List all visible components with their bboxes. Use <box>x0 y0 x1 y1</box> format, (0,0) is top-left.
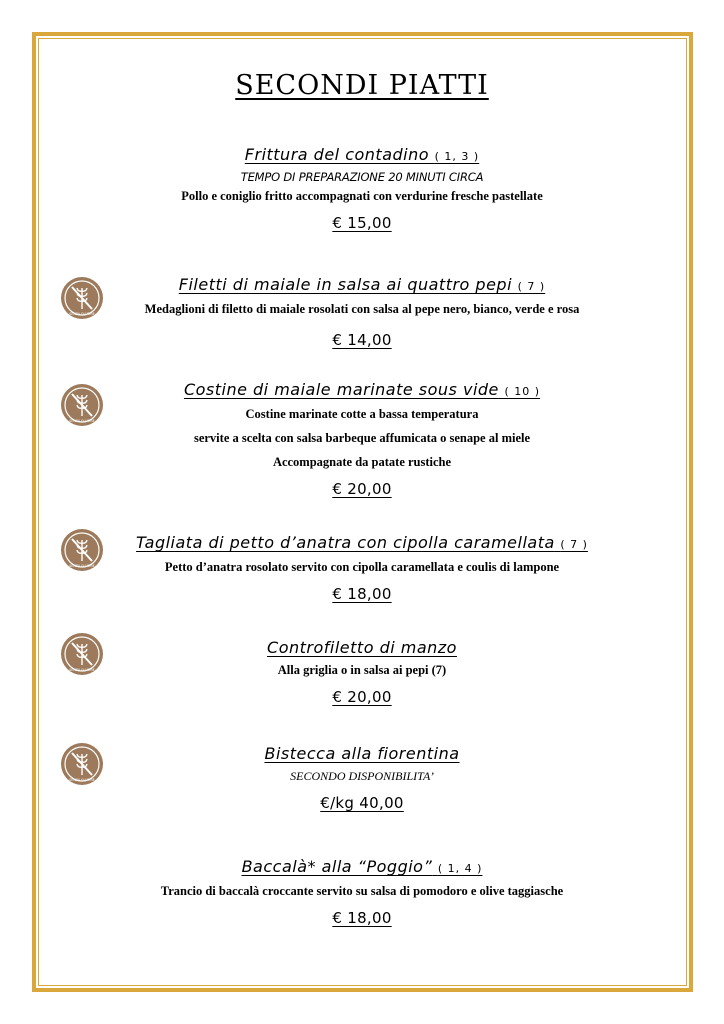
menu-item-tagliata <box>0 533 724 603</box>
dish-price: € 15,00 <box>332 214 392 232</box>
gluten-free-icon <box>60 276 104 320</box>
gluten-free-icon <box>60 742 104 786</box>
allergen-codes: ( 7 ) <box>560 538 588 551</box>
dish-price: € 18,00 <box>332 909 392 927</box>
dish-name <box>0 380 724 402</box>
prep-time: TEMPO DI PREPARAZIONE 20 MINUTI CIRCA <box>240 170 484 184</box>
dish-name <box>0 275 724 297</box>
menu-item-filetti <box>0 275 724 349</box>
menu-item-bistecca <box>0 744 724 812</box>
dish-description: Medaglioni di filetto di maiale rosolati con salsa al pepe nero, bianco, verde e rosa <box>144 302 580 316</box>
menu-item-baccala <box>0 857 724 927</box>
dish-description: Alla griglia o in salsa ai pepi (7) <box>277 663 447 677</box>
dish-name-text: Bistecca alla fiorentina <box>264 744 460 763</box>
dish-description: Accompagnate da patate rustiche <box>272 455 452 469</box>
dish-description: servite a scelta con salsa barbeque affumicata o senape al miele <box>193 431 531 445</box>
gluten-free-text: SENZA GLUTINE <box>69 419 95 423</box>
gluten-free-icon <box>60 528 104 572</box>
menu-item-costine <box>0 380 724 498</box>
page-title: SECONDI PIATTI <box>235 70 489 101</box>
menu-item-frittura <box>0 145 724 232</box>
gluten-free-text: SENZA GLUTINE <box>69 668 95 672</box>
allergen-codes: ( 1, 3 ) <box>434 150 480 163</box>
dish-name-text: Baccalà* alla “Poggio” <box>241 857 433 876</box>
dish-description: Petto d’anatra rosolato servito con cipolla caramellata e coulis di lampone <box>164 560 560 574</box>
dish-description: Costine marinate cotte a bassa temperatura <box>245 407 479 421</box>
dish-name <box>0 533 724 555</box>
gluten-free-text: SENZA GLUTINE <box>69 778 95 782</box>
dish-name <box>0 744 724 764</box>
dish-price: € 20,00 <box>332 480 392 498</box>
gluten-free-icon <box>60 383 104 427</box>
dish-description: Trancio di baccalà croccante servito su salsa di pomodoro e olive taggiasche <box>160 884 564 898</box>
menu-item-controfiletto <box>0 638 724 706</box>
dish-name-text: Frittura del contadino <box>244 145 430 164</box>
allergen-codes: ( 10 ) <box>504 385 541 398</box>
dish-price: € 18,00 <box>332 585 392 603</box>
availability-note: SECONDO DISPONIBILITA’ <box>290 769 434 783</box>
dish-name <box>0 638 724 658</box>
allergen-codes: ( 7 ) <box>517 280 546 293</box>
dish-description: Pollo e coniglio fritto accompagnati con verdurine fresche pastellate <box>181 189 543 203</box>
gluten-free-text: SENZA GLUTINE <box>69 564 95 568</box>
gluten-free-icon <box>60 632 104 676</box>
dish-name-text: Costine di maiale marinate sous vide <box>183 380 499 399</box>
gluten-free-text: SENZA GLUTINE <box>69 312 95 316</box>
dish-name-text: Filetti di maiale in salsa ai quattro pepi <box>178 275 513 294</box>
dish-price: € 14,00 <box>332 331 392 349</box>
allergen-codes: ( 1, 4 ) <box>437 862 483 875</box>
dish-name-text: Tagliata di petto d’anatra con cipolla caramellata <box>136 533 555 552</box>
dish-name <box>0 145 724 167</box>
dish-price: €/kg 40,00 <box>320 794 404 812</box>
dish-price: € 20,00 <box>332 688 392 706</box>
dish-name-text: Controfiletto di manzo <box>267 638 457 657</box>
dish-name <box>0 857 724 879</box>
